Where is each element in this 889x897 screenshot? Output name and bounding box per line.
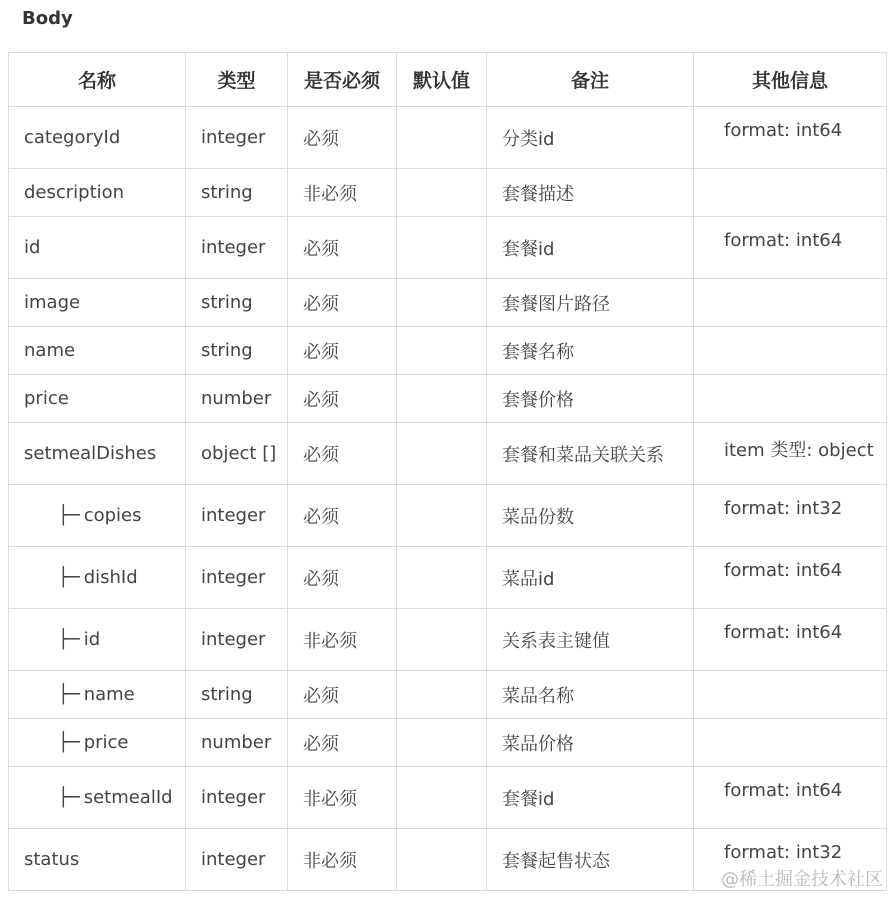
cell-note: 菜品id bbox=[487, 547, 694, 609]
cell-note: 套餐id bbox=[487, 767, 694, 829]
cell-note: 菜品份数 bbox=[487, 485, 694, 547]
params-table bbox=[8, 52, 887, 891]
cell-default bbox=[397, 671, 487, 719]
cell-required: 必须 bbox=[288, 423, 397, 485]
cell-default bbox=[397, 327, 487, 375]
cell-default bbox=[397, 169, 487, 217]
field-name: setmealDishes bbox=[24, 443, 157, 464]
cell-required: 必须 bbox=[288, 107, 397, 169]
tree-branch-icon: ├─ bbox=[58, 505, 80, 526]
cell-note: 套餐图片路径 bbox=[487, 279, 694, 327]
cell-default bbox=[397, 767, 487, 829]
table-header-row bbox=[9, 53, 887, 107]
cell-note: 套餐起售状态 bbox=[487, 829, 694, 891]
cell-type: string bbox=[186, 671, 288, 719]
cell-note: 菜品名称 bbox=[487, 671, 694, 719]
cell-required: 必须 bbox=[288, 719, 397, 767]
tree-branch-icon: ├─ bbox=[58, 787, 80, 808]
cell-name bbox=[9, 169, 186, 217]
field-name: id bbox=[24, 237, 41, 258]
cell-default bbox=[397, 107, 487, 169]
column-header-required: 是否必须 bbox=[288, 53, 397, 107]
field-name: setmealId bbox=[83, 787, 173, 808]
column-header-info: 其他信息 bbox=[694, 53, 887, 107]
field-name: name bbox=[24, 340, 76, 361]
cell-default bbox=[397, 217, 487, 279]
cell-info: format: int32 bbox=[694, 485, 887, 547]
field-name: dishId bbox=[83, 567, 138, 588]
cell-required: 非必须 bbox=[288, 609, 397, 671]
table-row bbox=[9, 547, 887, 609]
field-name: image bbox=[24, 292, 81, 313]
cell-info: format: int64 bbox=[694, 217, 887, 279]
tree-branch-icon: ├─ bbox=[58, 732, 80, 753]
table-row bbox=[9, 327, 887, 375]
cell-info bbox=[694, 375, 887, 423]
cell-required: 必须 bbox=[288, 671, 397, 719]
cell-info: item 类型: object bbox=[694, 423, 887, 485]
cell-type: number bbox=[186, 719, 288, 767]
field-name: categoryId bbox=[24, 127, 121, 148]
table-row bbox=[9, 107, 887, 169]
cell-name bbox=[9, 327, 186, 375]
nested-name bbox=[24, 732, 129, 753]
cell-default bbox=[397, 485, 487, 547]
cell-note: 套餐价格 bbox=[487, 375, 694, 423]
table-row bbox=[9, 671, 887, 719]
cell-name bbox=[9, 767, 186, 829]
field-name: copies bbox=[83, 505, 142, 526]
cell-required: 必须 bbox=[288, 279, 397, 327]
cell-name bbox=[9, 609, 186, 671]
cell-name bbox=[9, 829, 186, 891]
tree-branch-icon: ├─ bbox=[58, 629, 80, 650]
cell-type: integer bbox=[186, 107, 288, 169]
table-row bbox=[9, 609, 887, 671]
cell-type: integer bbox=[186, 485, 288, 547]
column-header-note: 备注 bbox=[487, 53, 694, 107]
column-header-name: 名称 bbox=[9, 53, 186, 107]
cell-required: 非必须 bbox=[288, 829, 397, 891]
field-name: price bbox=[83, 732, 129, 753]
table-row bbox=[9, 767, 887, 829]
nested-name bbox=[24, 629, 100, 650]
cell-default bbox=[397, 609, 487, 671]
cell-note: 套餐和菜品关联关系 bbox=[487, 423, 694, 485]
cell-required: 必须 bbox=[288, 485, 397, 547]
cell-name bbox=[9, 217, 186, 279]
column-header-type: 类型 bbox=[186, 53, 288, 107]
tree-branch-icon: ├─ bbox=[58, 684, 80, 705]
cell-type: integer bbox=[186, 767, 288, 829]
cell-info: format: int64 bbox=[694, 547, 887, 609]
table-row bbox=[9, 485, 887, 547]
cell-type: string bbox=[186, 279, 288, 327]
cell-name bbox=[9, 547, 186, 609]
field-name: id bbox=[83, 629, 101, 650]
cell-type: integer bbox=[186, 609, 288, 671]
cell-info: format: int64 bbox=[694, 107, 887, 169]
cell-name bbox=[9, 107, 186, 169]
cell-name bbox=[9, 423, 186, 485]
cell-info: format: int64 bbox=[694, 767, 887, 829]
cell-required: 必须 bbox=[288, 217, 397, 279]
cell-default bbox=[397, 423, 487, 485]
cell-note: 菜品价格 bbox=[487, 719, 694, 767]
cell-default bbox=[397, 375, 487, 423]
cell-info: format: int64 bbox=[694, 609, 887, 671]
table-row bbox=[9, 217, 887, 279]
cell-required: 必须 bbox=[288, 327, 397, 375]
cell-name bbox=[9, 485, 186, 547]
cell-default bbox=[397, 547, 487, 609]
cell-type: number bbox=[186, 375, 288, 423]
cell-required: 非必须 bbox=[288, 767, 397, 829]
cell-default bbox=[397, 719, 487, 767]
table-row bbox=[9, 169, 887, 217]
cell-type: integer bbox=[186, 547, 288, 609]
cell-default bbox=[397, 829, 487, 891]
cell-name bbox=[9, 279, 186, 327]
table-row bbox=[9, 375, 887, 423]
cell-type: object [] bbox=[186, 423, 288, 485]
cell-type: string bbox=[186, 169, 288, 217]
field-name: price bbox=[24, 388, 69, 409]
nested-name bbox=[24, 505, 141, 526]
cell-note: 套餐id bbox=[487, 217, 694, 279]
cell-note: 分类id bbox=[487, 107, 694, 169]
cell-note: 关系表主键值 bbox=[487, 609, 694, 671]
table-row bbox=[9, 279, 887, 327]
cell-type: integer bbox=[186, 217, 288, 279]
cell-info bbox=[694, 169, 887, 217]
column-header-default: 默认值 bbox=[397, 53, 487, 107]
table-row bbox=[9, 719, 887, 767]
field-name: status bbox=[24, 849, 80, 870]
cell-name bbox=[9, 375, 186, 423]
cell-note: 套餐名称 bbox=[487, 327, 694, 375]
watermark: @稀土掘金技术社区 bbox=[721, 869, 883, 890]
cell-type: integer bbox=[186, 829, 288, 891]
nested-name bbox=[24, 684, 135, 705]
cell-info bbox=[694, 327, 887, 375]
cell-required: 必须 bbox=[288, 547, 397, 609]
field-name: description bbox=[24, 182, 125, 203]
cell-default bbox=[397, 279, 487, 327]
cell-name bbox=[9, 719, 186, 767]
table-body bbox=[9, 107, 887, 891]
nested-name bbox=[24, 567, 138, 588]
cell-info bbox=[694, 671, 887, 719]
field-name: name bbox=[83, 684, 135, 705]
cell-type: string bbox=[186, 327, 288, 375]
cell-required: 非必须 bbox=[288, 169, 397, 217]
cell-info bbox=[694, 719, 887, 767]
tree-branch-icon: ├─ bbox=[58, 567, 80, 588]
cell-required: 必须 bbox=[288, 375, 397, 423]
cell-info: format: int32 bbox=[694, 829, 887, 891]
cell-note: 套餐描述 bbox=[487, 169, 694, 217]
section-title: Body bbox=[22, 8, 73, 29]
nested-name bbox=[24, 787, 173, 808]
cell-info bbox=[694, 279, 887, 327]
table-row bbox=[9, 423, 887, 485]
cell-name bbox=[9, 671, 186, 719]
